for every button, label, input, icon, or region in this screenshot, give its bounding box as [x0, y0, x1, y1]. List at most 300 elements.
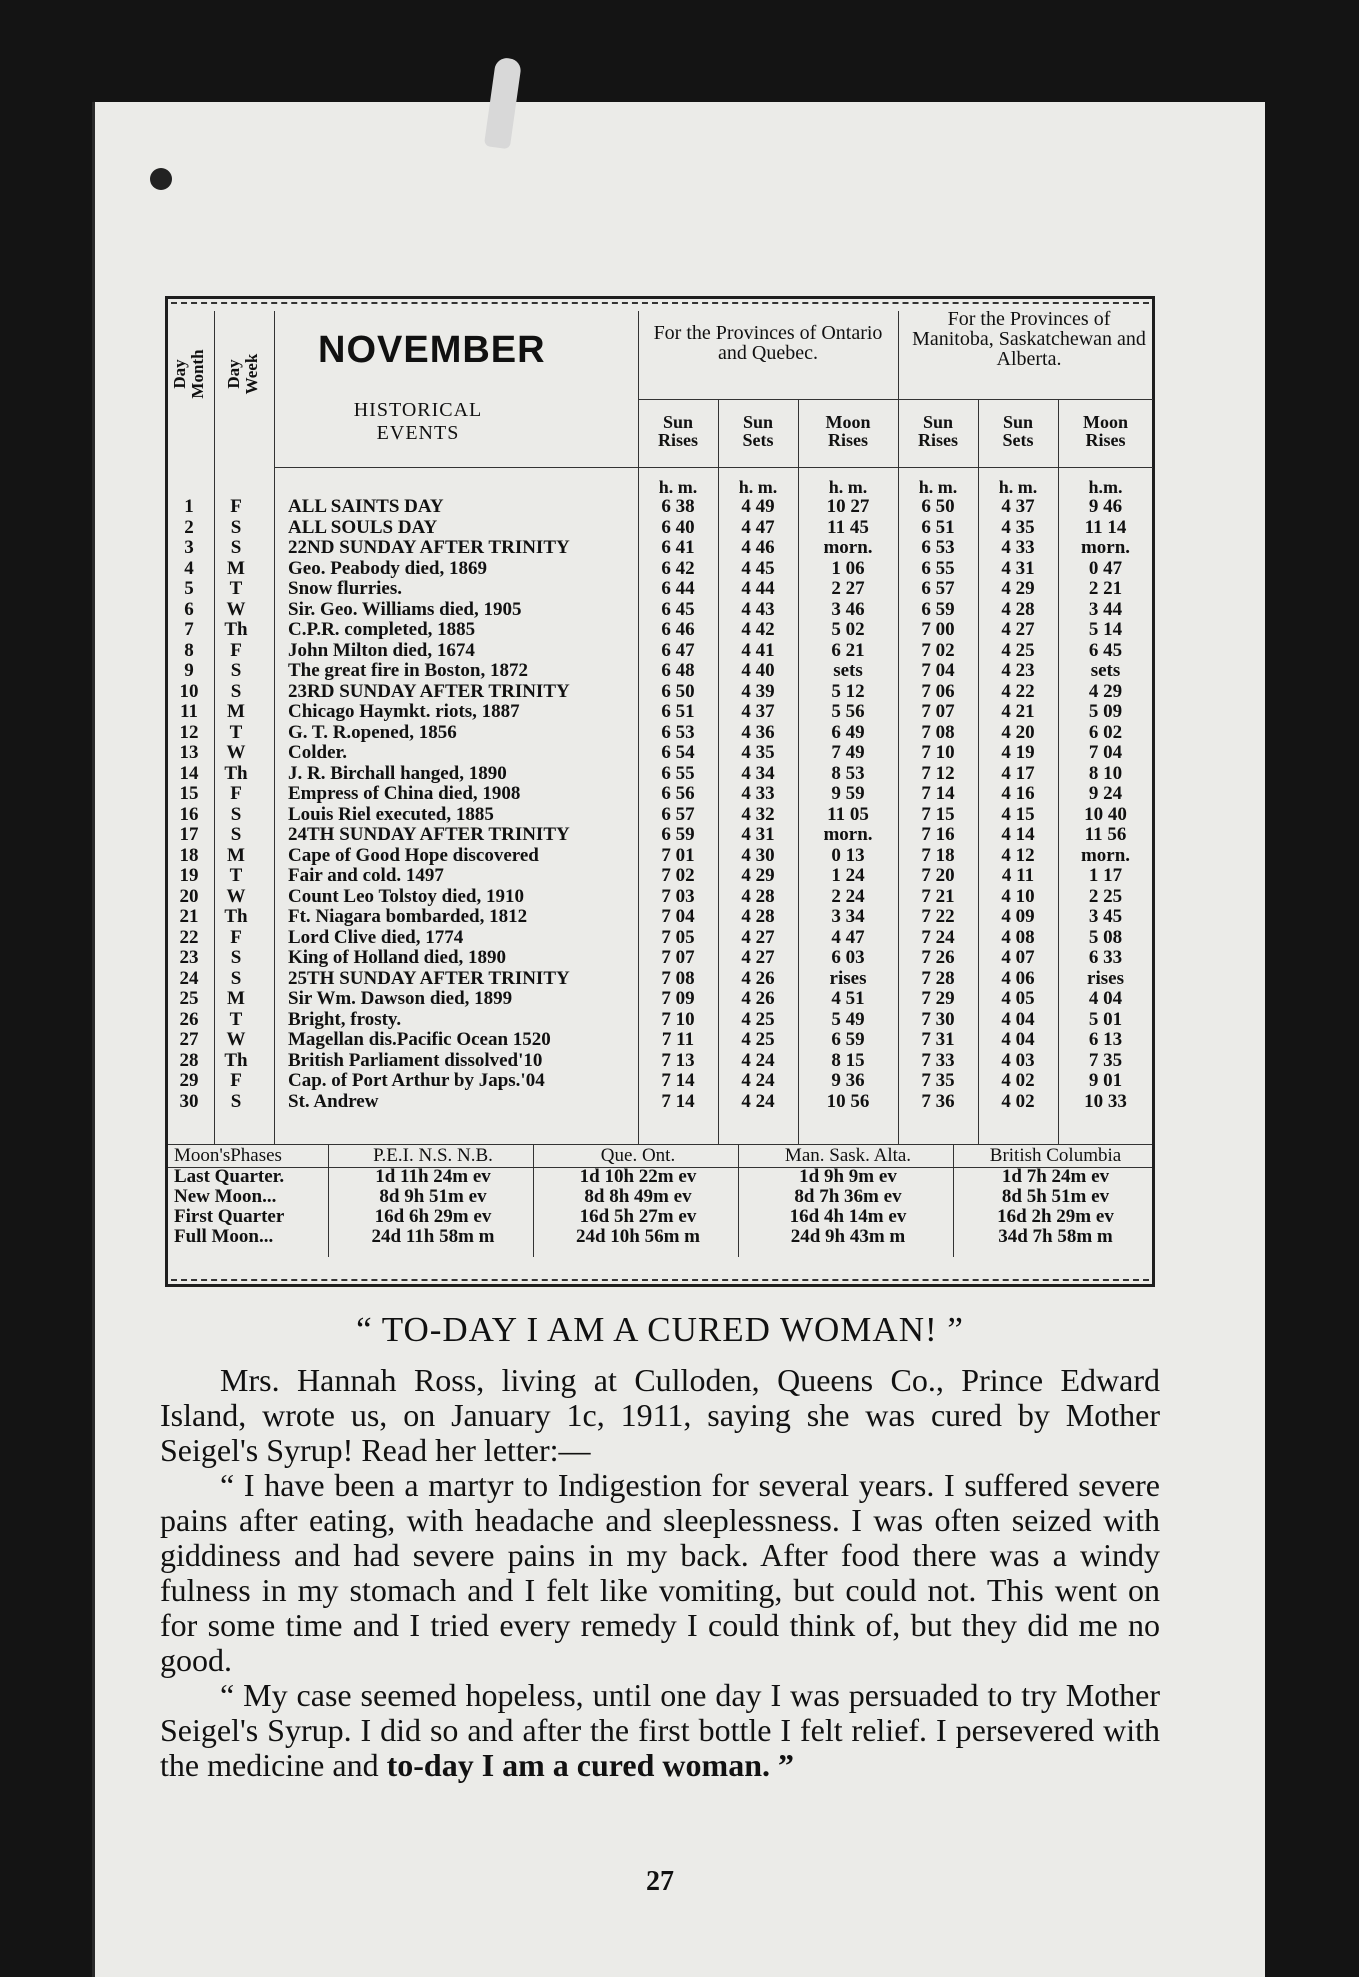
time-value: 4 04 [1001, 1029, 1035, 1050]
time-value: 7 24 [921, 926, 955, 948]
time-value: morn. [823, 824, 873, 845]
phases-header: Moon'sPhases [174, 1145, 282, 1166]
historical-event: 23RD SUNDAY AFTER TRINITY [288, 680, 570, 702]
historical-event: Cape of Good Hope discovered [288, 844, 539, 866]
table-row [168, 661, 1152, 682]
time-value: 1 24 [831, 865, 865, 886]
time-value: 2 24 [831, 885, 865, 907]
day-of-month: 29 [179, 1070, 199, 1091]
time-value: 6 57 [921, 578, 955, 599]
time-value: 5 01 [1088, 1008, 1123, 1030]
day-of-month: 6 [184, 598, 194, 620]
time-value: 9 46 [1088, 496, 1123, 517]
historical-event: Lord Clive died, 1774 [288, 926, 464, 948]
historical-event: 25TH SUNDAY AFTER TRINITY [288, 967, 570, 989]
time-value: 6 53 [661, 721, 695, 743]
phase-time: 24d 11h 58m m [371, 1226, 495, 1247]
time-value: 7 35 [921, 1070, 955, 1091]
phase-name: First Quarter [174, 1206, 285, 1227]
day-month-header: Day Month [170, 349, 207, 399]
day-of-week: M [227, 701, 245, 722]
time-value: 7 35 [1088, 1049, 1123, 1071]
phase-row [168, 1167, 1152, 1187]
time-value: 4 37 [1001, 496, 1035, 517]
phase-time: 16d 2h 29m ev [997, 1206, 1114, 1227]
time-value: 4 05 [1001, 988, 1035, 1009]
day-of-week: S [230, 516, 242, 538]
time-value: 4 39 [741, 680, 775, 702]
time-value: 7 09 [661, 988, 695, 1009]
time-value: 4 06 [1001, 967, 1035, 989]
time-value: sets [833, 660, 863, 681]
table-row [168, 600, 1152, 621]
day-of-month: 3 [184, 537, 194, 558]
historical-event: Chicago Haymkt. riots, 1887 [288, 701, 520, 722]
table-row [168, 579, 1152, 600]
phase-time: 16d 4h 14m ev [789, 1206, 907, 1227]
day-of-week: Th [224, 619, 248, 640]
time-value: 7 30 [921, 1008, 955, 1030]
day-of-month: 7 [184, 619, 194, 640]
time-value: 6 40 [661, 516, 695, 538]
phase-time: 1d 10h 22m ev [579, 1166, 697, 1187]
moon-phases-rows [168, 1167, 1152, 1247]
day-of-month: 30 [179, 1090, 199, 1112]
time-value: 7 12 [921, 762, 955, 784]
table-row [168, 702, 1152, 723]
time-value: 7 11 [661, 1029, 695, 1050]
day-of-month: 12 [179, 721, 199, 743]
time-value: 6 59 [921, 598, 955, 620]
time-value: 4 27 [741, 926, 775, 948]
table-row [168, 1071, 1152, 1092]
time-value: 9 36 [831, 1070, 865, 1091]
day-of-week: M [227, 988, 245, 1009]
unit-label: h. m. [918, 477, 958, 497]
time-value: 6 46 [661, 619, 695, 640]
historical-event: John Milton died, 1674 [288, 639, 475, 661]
unit-label: h.m. [1088, 477, 1123, 497]
time-value: 2 25 [1088, 885, 1123, 907]
time-value: 8 53 [831, 762, 865, 784]
time-value: 6 47 [661, 639, 695, 661]
table-row [168, 764, 1152, 785]
phase-time: 24d 10h 56m m [575, 1226, 701, 1247]
time-value: 5 12 [831, 680, 865, 702]
historical-event: Sir. Geo. Williams died, 1905 [288, 598, 522, 620]
time-value: 3 34 [831, 906, 865, 927]
time-value: 6 50 [661, 680, 695, 702]
day-of-week: Th [224, 1049, 248, 1071]
table-row [168, 723, 1152, 744]
time-value: 7 10 [921, 742, 955, 763]
time-value: 6 55 [661, 762, 695, 784]
time-value: 4 24 [741, 1070, 775, 1091]
col-header-sun-sets-west: Sun Sets [1002, 412, 1034, 450]
time-value: 4 29 [741, 865, 775, 886]
historical-event: King of Holland died, 1890 [288, 947, 507, 968]
time-value: 7 07 [921, 701, 955, 722]
table-row [168, 866, 1152, 887]
advert-title: “ TO-DAY I AM A CURED WOMAN! ” [356, 1310, 964, 1349]
historical-event: ALL SAINTS DAY [288, 496, 444, 517]
col-header-sun-rises-west: Sun Rises [918, 412, 958, 450]
time-value: 10 56 [826, 1090, 870, 1112]
historical-event: The great fire in Boston, 1872 [288, 660, 528, 681]
historical-event: 24TH SUNDAY AFTER TRINITY [288, 824, 570, 845]
time-value: 4 35 [1001, 516, 1035, 538]
time-value: 1 06 [831, 557, 865, 579]
time-value: 4 42 [741, 619, 775, 640]
calendar-rows [168, 497, 1152, 1112]
day-of-month: 24 [179, 967, 199, 989]
time-value: 7 04 [1088, 742, 1123, 763]
table-row [168, 969, 1152, 990]
day-of-week: S [230, 680, 242, 702]
time-value: 5 56 [831, 701, 865, 722]
time-value: 4 31 [741, 824, 775, 845]
time-value: 6 51 [661, 701, 695, 722]
time-value: 10 27 [826, 496, 870, 517]
day-of-week: S [230, 1090, 242, 1112]
day-of-month: 8 [184, 639, 194, 661]
time-value: 4 03 [1001, 1049, 1035, 1071]
phase-time: 8d 9h 51m ev [379, 1186, 487, 1207]
time-value: 7 05 [661, 926, 695, 948]
day-of-month: 5 [184, 578, 194, 599]
table-row [168, 620, 1152, 641]
unit-label: h. m. [658, 477, 698, 497]
time-value: 4 24 [741, 1090, 775, 1112]
time-value: 4 28 [1001, 598, 1035, 620]
time-value: 7 16 [921, 824, 955, 845]
time-value: 4 19 [1001, 742, 1035, 763]
phase-row [168, 1207, 1152, 1227]
table-row [168, 907, 1152, 928]
historical-events-header: HISTORICAL EVENTS [353, 399, 483, 444]
time-value: 7 33 [921, 1049, 955, 1071]
advert-body [160, 1363, 1160, 1783]
time-value: 7 29 [921, 988, 955, 1009]
historical-event: G. T. R.opened, 1856 [288, 721, 457, 743]
table-row [168, 682, 1152, 703]
time-value: 4 40 [741, 660, 775, 681]
historical-event: Colder. [288, 742, 347, 763]
phase-time: 1d 11h 24m ev [375, 1166, 491, 1187]
time-value: 4 17 [1001, 762, 1035, 784]
day-of-week: T [229, 865, 243, 886]
time-value: 8 15 [831, 1049, 865, 1071]
day-of-week: W [226, 598, 246, 620]
time-value: 4 37 [741, 701, 775, 722]
time-value: 6 59 [831, 1029, 865, 1050]
phases-header: Man. Sask. Alta. [784, 1145, 912, 1166]
time-value: rises [829, 967, 867, 989]
historical-event: Magellan dis.Pacific Ocean 1520 [288, 1029, 551, 1050]
phase-time: 1d 7h 24m ev [1001, 1166, 1110, 1187]
time-value: 7 10 [661, 1008, 695, 1030]
phase-row [168, 1227, 1152, 1247]
time-value: 4 29 [1088, 680, 1123, 702]
time-value: 7 22 [921, 906, 955, 927]
historical-event: Bright, frosty. [288, 1008, 402, 1030]
time-value: 7 28 [921, 967, 955, 989]
time-value: 3 44 [1088, 598, 1123, 620]
time-value: 7 49 [831, 742, 865, 763]
day-of-month: 19 [179, 865, 199, 886]
day-of-month: 22 [179, 926, 199, 948]
time-value: 4 41 [741, 639, 775, 661]
time-value: 6 56 [661, 783, 695, 804]
historical-event: J. R. Birchall hanged, 1890 [288, 762, 507, 784]
advert-emphasis: to-day I am a cured woman. ” [386, 1747, 794, 1783]
time-value: 4 22 [1001, 680, 1035, 702]
day-of-month: 10 [179, 680, 199, 702]
time-value: 4 15 [1001, 803, 1035, 825]
time-value: 6 45 [661, 598, 695, 620]
time-value: 4 43 [741, 598, 775, 620]
time-value: 6 59 [661, 824, 695, 845]
time-value: 4 10 [1001, 885, 1035, 907]
time-value: 5 08 [1088, 926, 1123, 948]
col-header-sun-sets-ont: Sun Sets [742, 412, 774, 450]
time-value: 6 45 [1088, 639, 1123, 661]
time-value: morn. [1080, 844, 1131, 866]
time-value: 3 45 [1088, 906, 1123, 927]
table-row [168, 846, 1152, 867]
day-of-month: 13 [179, 742, 199, 763]
time-value: 6 51 [921, 516, 955, 538]
time-value: sets [1090, 660, 1121, 681]
table-row [168, 825, 1152, 846]
time-value: 3 46 [831, 598, 865, 620]
day-of-month: 20 [179, 885, 199, 907]
time-value: 6 21 [831, 639, 865, 661]
historical-event: Ft. Niagara bombarded, 1812 [288, 906, 528, 927]
table-row [168, 1051, 1152, 1072]
table-row [168, 743, 1152, 764]
time-value: 4 27 [741, 947, 775, 968]
day-of-month: 21 [179, 906, 199, 927]
table-row [168, 1092, 1152, 1113]
time-value: morn. [1080, 537, 1131, 558]
time-value: 4 20 [1001, 721, 1035, 743]
time-value: 4 12 [1001, 844, 1035, 866]
time-value: 7 20 [921, 865, 955, 886]
advert-paragraph: Mrs. Hannah Ross, living at Culloden, Queens Co., Prince Edward Island, wrote us, on January 1c, 1911, saying she was cured by Mother Seigel's Syrup! Read her letter:— [160, 1362, 1160, 1468]
time-value: 7 26 [921, 947, 955, 968]
time-value: 4 16 [1001, 783, 1035, 804]
day-of-month: 28 [179, 1049, 199, 1071]
time-value: 6 02 [1088, 721, 1123, 743]
advert-paragraph [160, 1678, 1160, 1783]
time-value: 4 28 [741, 885, 775, 907]
historical-event: Empress of China died, 1908 [288, 783, 521, 804]
table-row [168, 1030, 1152, 1051]
time-value: 4 36 [741, 721, 775, 743]
unit-label: h. m. [828, 477, 868, 497]
time-value: 7 04 [661, 906, 695, 927]
day-of-month: 9 [184, 660, 194, 681]
day-of-week: Th [224, 906, 248, 927]
table-row [168, 538, 1152, 559]
page-number: 27 [646, 1866, 674, 1897]
time-value: 7 06 [921, 680, 955, 702]
day-of-month: 26 [179, 1008, 199, 1030]
time-value: 11 05 [827, 803, 869, 825]
time-value: 6 42 [661, 557, 695, 579]
time-value: 4 47 [831, 926, 865, 948]
time-value: morn. [823, 537, 873, 558]
day-of-week: S [230, 660, 242, 681]
moon-phases-table [168, 1145, 1152, 1247]
table-row [168, 518, 1152, 539]
day-of-month: 25 [179, 988, 199, 1009]
table-row [168, 928, 1152, 949]
day-of-week: F [230, 1070, 242, 1091]
advert-text: “ My case seemed hopeless, until one day I was persuaded to try Mother Seigel's Syrup. I did so and after the first bottle I felt relief. I persevered with the medicine and [160, 1677, 1160, 1783]
time-value: 6 53 [921, 537, 955, 558]
day-of-month: 15 [179, 783, 199, 804]
phase-time: 34d 7h 58m m [998, 1226, 1113, 1247]
table-row [168, 784, 1152, 805]
day-of-month: 14 [179, 762, 199, 784]
time-value: 7 04 [921, 660, 955, 681]
time-value: 11 45 [827, 516, 869, 538]
phases-header: P.E.I. N.S. N.B. [373, 1145, 493, 1166]
time-value: 4 26 [741, 967, 775, 989]
time-value: 5 14 [1088, 619, 1123, 640]
phases-header: Que. Ont. [600, 1145, 676, 1166]
time-value: 7 21 [921, 885, 955, 907]
day-of-week: T [229, 721, 243, 743]
time-value: 4 08 [1001, 926, 1035, 948]
table-row [168, 641, 1152, 662]
historical-event: ALL SOULS DAY [288, 516, 438, 538]
prairie-provinces-header: For the Provinces of Manitoba, Saskatchewan and Alberta. [912, 308, 1146, 370]
time-value: 11 14 [1084, 516, 1127, 538]
day-of-week: F [230, 496, 242, 517]
time-value: 6 38 [661, 496, 695, 517]
time-value: 2 21 [1088, 578, 1123, 599]
time-value: 4 07 [1001, 947, 1035, 968]
time-value: 6 55 [921, 557, 955, 579]
table-row [168, 989, 1152, 1010]
phase-time: 1d 9h 9m ev [799, 1166, 897, 1187]
time-value: 4 46 [741, 537, 775, 558]
day-of-month: 2 [184, 516, 194, 538]
time-value: 0 47 [1088, 557, 1123, 579]
calendar-table [165, 296, 1155, 1287]
month-title: NOVEMBER [318, 329, 546, 371]
day-of-week: F [230, 783, 242, 804]
time-value: 7 08 [921, 721, 955, 743]
phase-name: Full Moon... [174, 1226, 274, 1247]
unit-label: h. m. [998, 477, 1038, 497]
time-value: 7 15 [921, 803, 955, 825]
day-week-header: Day Week [224, 353, 261, 395]
time-value: 7 07 [661, 947, 695, 968]
phase-time: 24d 9h 43m m [790, 1226, 906, 1247]
time-value: 0 13 [831, 844, 865, 866]
time-value: 6 54 [661, 742, 695, 763]
binding-hole [150, 168, 172, 190]
time-value: 4 11 [1001, 865, 1035, 886]
time-value: 5 49 [831, 1008, 865, 1030]
time-value: 4 34 [741, 762, 775, 784]
time-value: 4 24 [741, 1049, 775, 1071]
day-of-week: S [230, 537, 242, 558]
time-value: 9 01 [1088, 1070, 1123, 1091]
table-row [168, 805, 1152, 826]
time-value: 4 33 [1001, 537, 1035, 558]
day-of-week: S [230, 803, 242, 825]
time-value: 7 02 [921, 639, 955, 661]
day-of-week: W [226, 1029, 246, 1050]
day-of-week: F [230, 639, 242, 661]
time-value: 7 08 [661, 967, 695, 989]
phase-name: Last Quarter. [174, 1166, 285, 1187]
time-value: 4 28 [741, 906, 775, 927]
time-value: 7 18 [921, 844, 955, 866]
day-of-month: 27 [179, 1029, 199, 1050]
time-value: 7 14 [661, 1090, 695, 1112]
time-value: 6 48 [661, 660, 695, 681]
time-value: 6 33 [1088, 947, 1123, 968]
time-value: 9 24 [1088, 783, 1123, 804]
time-value: 10 33 [1084, 1090, 1127, 1112]
day-of-week: F [230, 926, 242, 948]
table-row [168, 887, 1152, 908]
historical-event: C.P.R. completed, 1885 [288, 619, 476, 640]
advert-paragraph: “ I have been a martyr to Indigestion for several years. I suffered severe pains after eating, with headache and sleeplessness. I was often seized with giddiness and had severe pains in my back. After food there was a windy fulness in my stomach and I felt like vomiting, but could not. This went on for some time and I tried every remedy I could think of, but they did me no good. [160, 1467, 1160, 1678]
day-of-week: S [230, 824, 242, 845]
time-value: 4 14 [1001, 824, 1035, 845]
time-value: 7 00 [921, 619, 955, 640]
time-value: 4 02 [1001, 1090, 1035, 1112]
day-of-week: M [227, 557, 245, 579]
time-value: 7 02 [661, 865, 695, 886]
historical-event: Geo. Peabody died, 1869 [288, 557, 487, 579]
day-of-week: Th [224, 762, 248, 784]
day-of-week: M [227, 844, 245, 866]
time-value: 4 27 [1001, 619, 1035, 640]
day-of-week: T [229, 578, 243, 599]
time-value: 6 49 [831, 721, 865, 743]
time-value: rises [1087, 967, 1124, 989]
time-value: 4 35 [741, 742, 775, 763]
ontario-quebec-header: For the Provinces of Ontario and Quebec. [653, 322, 883, 364]
day-of-month: 23 [179, 947, 199, 968]
time-value: 4 47 [741, 516, 775, 538]
historical-event: Louis Riel executed, 1885 [288, 803, 494, 825]
time-value: 4 09 [1001, 906, 1035, 927]
time-value: 4 04 [1088, 988, 1123, 1009]
col-header-moon-rises-west: Moon Rises [1083, 412, 1128, 450]
time-value: 4 32 [741, 803, 775, 825]
phase-row [168, 1187, 1152, 1207]
time-value: 4 31 [1001, 557, 1035, 579]
time-value: 4 45 [741, 557, 775, 579]
historical-event: 22ND SUNDAY AFTER TRINITY [288, 537, 570, 558]
phases-header: British Columbia [989, 1145, 1122, 1166]
time-value: 4 29 [1001, 578, 1035, 599]
historical-event: Snow flurries. [288, 578, 402, 599]
time-value: 7 01 [661, 844, 695, 866]
time-value: 6 13 [1088, 1029, 1123, 1050]
col-header-sun-rises-ont: Sun Rises [658, 412, 698, 450]
moon-phases-header-row [168, 1145, 1152, 1167]
